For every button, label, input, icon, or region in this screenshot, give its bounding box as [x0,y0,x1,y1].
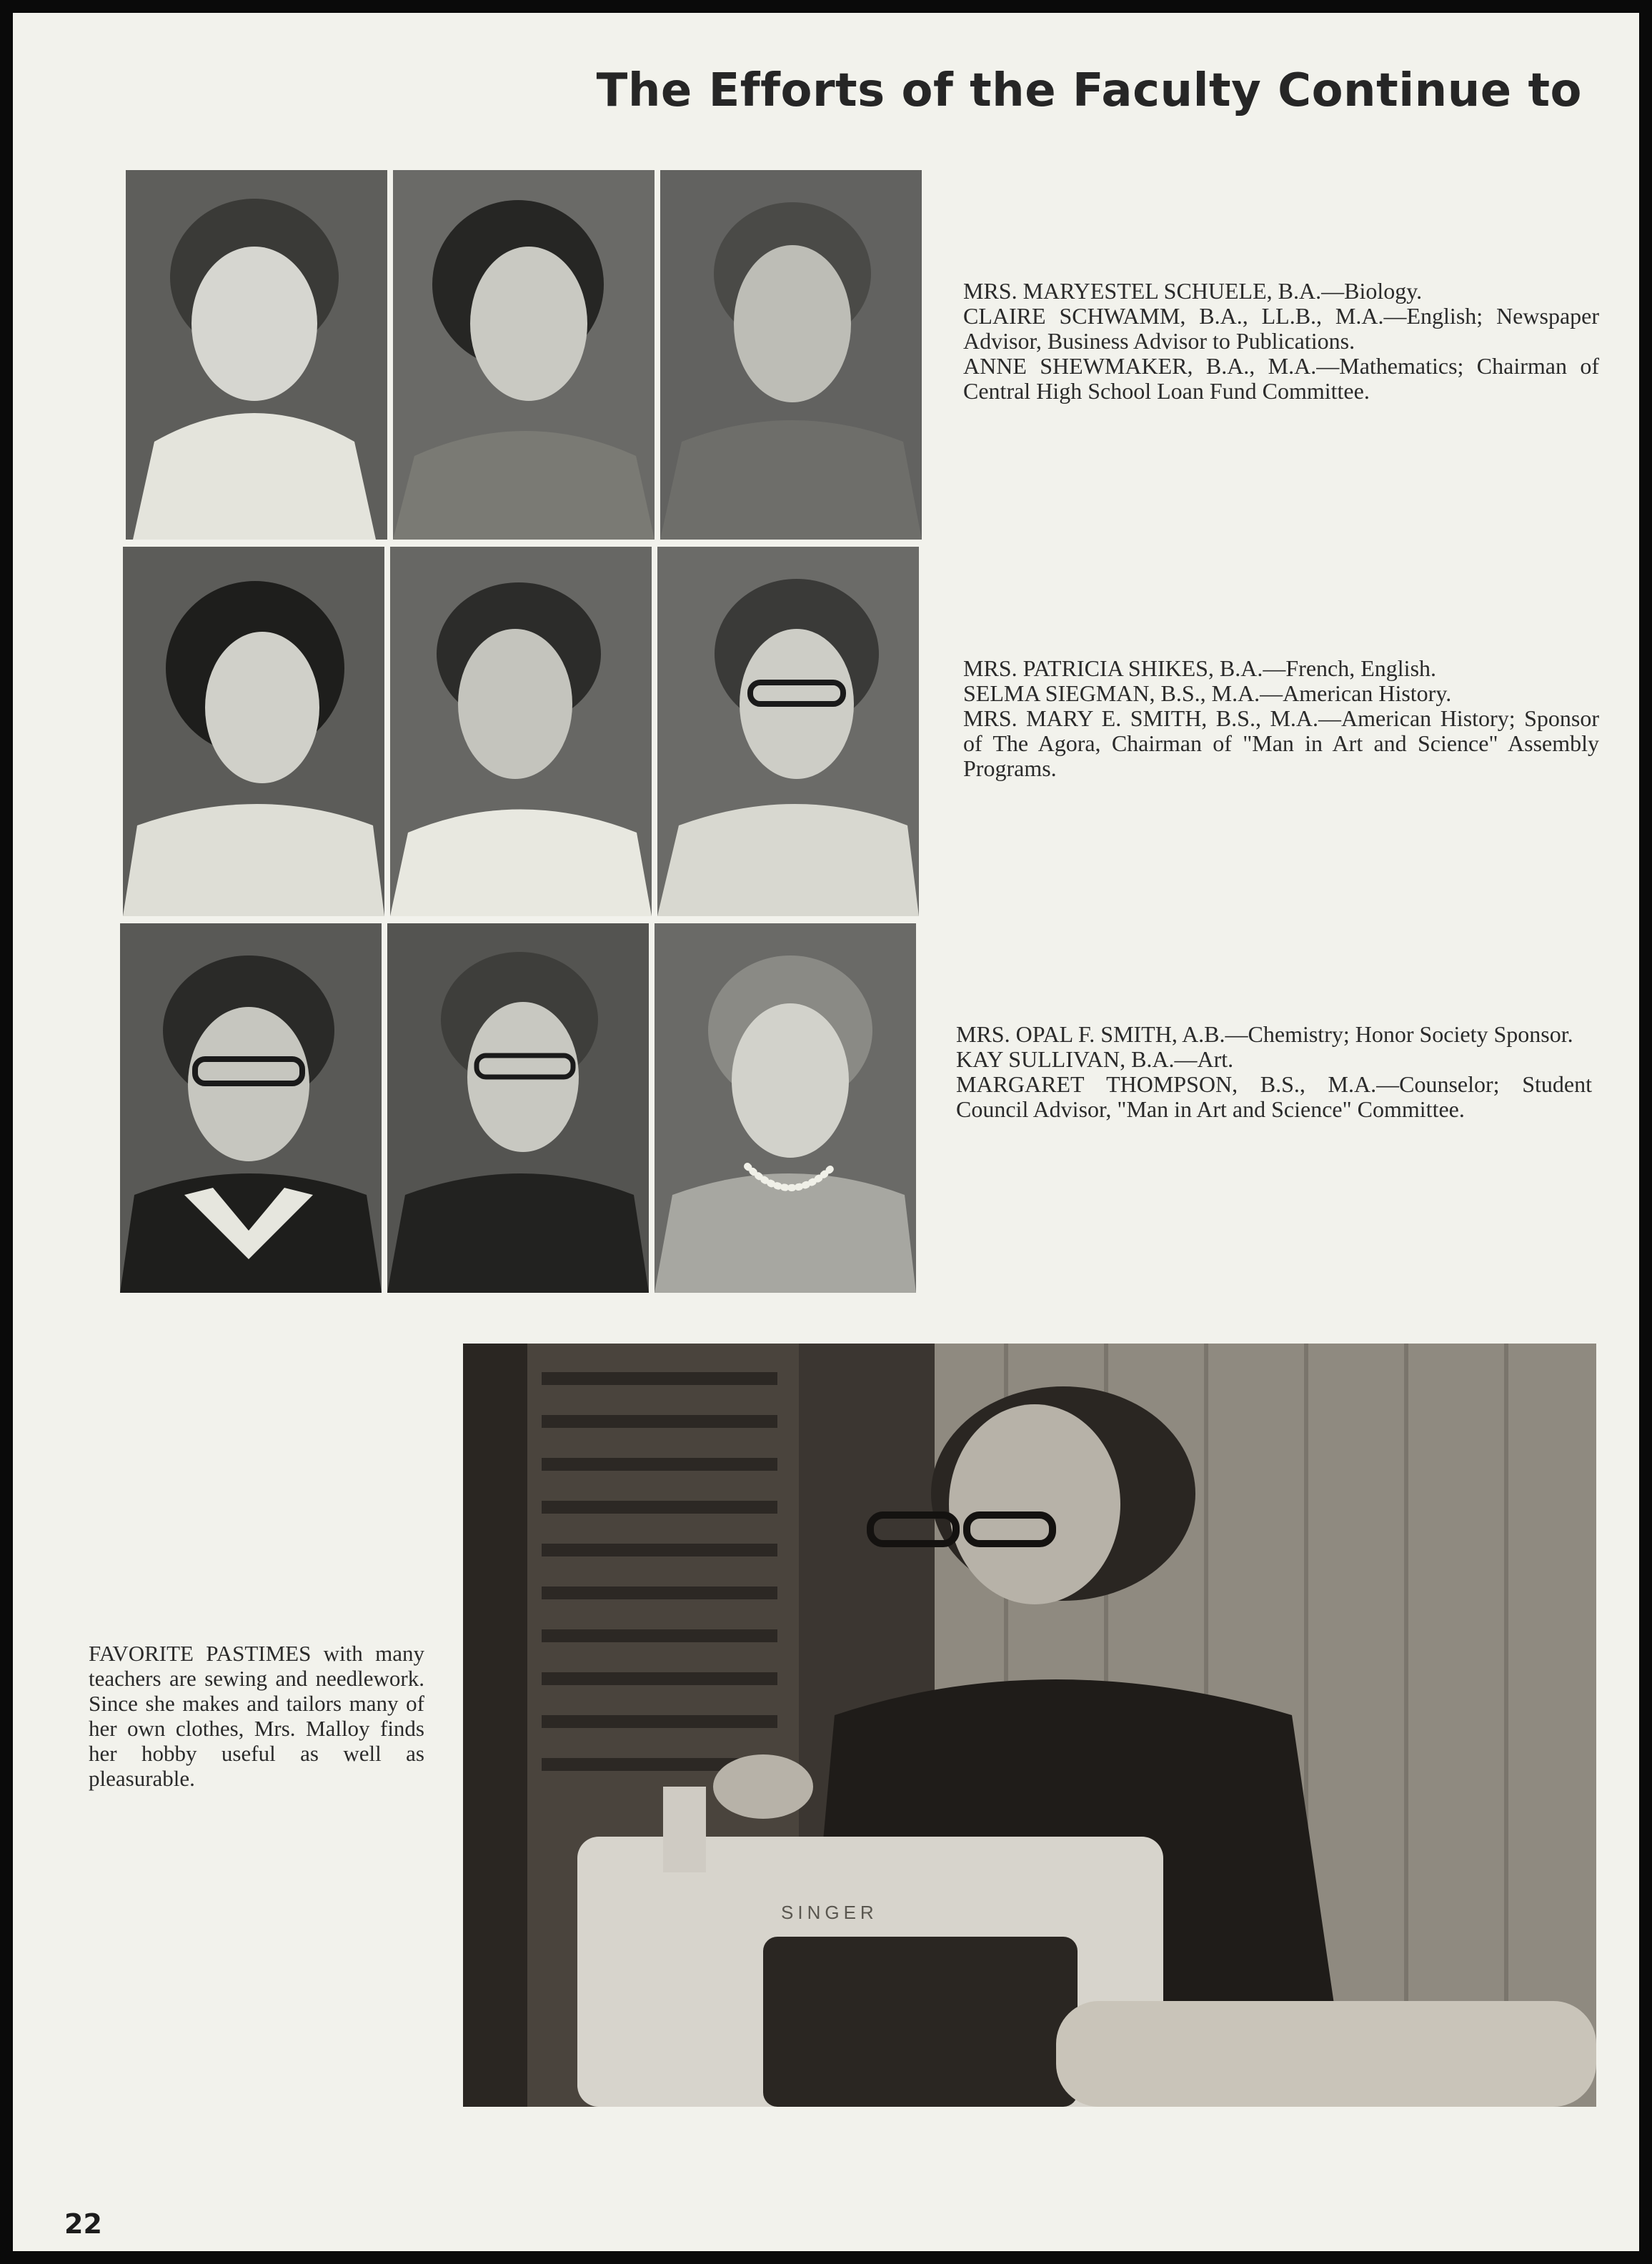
faculty-bio-entry: SELMA SIEGMAN, B.S., M.A.—American History. [963,680,1452,706]
portrait-photo-row2-col2 [390,547,652,916]
portrait-photo-row1-col3 [660,170,922,540]
page-heading: The Efforts of the Faculty Continue to [596,64,1582,117]
portrait-photo-row2-col1 [123,547,384,916]
faculty-bio-entry: MRS. MARY E. SMITH, B.S., M.A.—American History; Sponsor of The Agora, Chairman of "Man in Art and Science" Assembly Programs. [963,705,1599,781]
portrait-photo-row3-col1 [120,923,382,1293]
faculty-bio-group-3 [956,1022,1592,1122]
faculty-bio-entry: MRS. MARYESTEL SCHUELE, B.A.—Biology. [963,278,1423,304]
faculty-bio-group-2 [963,656,1599,781]
portrait-photo-row3-col3 [655,923,916,1293]
yearbook-page [13,13,1639,2251]
faculty-portrait-grid [104,156,912,1281]
faculty-bio-entry: MARGARET THOMPSON, B.S., M.A.—Counselor; Student Council Advisor, "Man in Art and Science" Committee. [956,1071,1592,1122]
sewing-machine-brand-label: SINGER [781,1902,878,1923]
portrait-photo-row3-col2 [387,923,649,1293]
portrait-photo-row1-col1 [126,170,387,540]
faculty-bio-entry: CLAIRE SCHWAMM, B.A., LL.B., M.A.—English; Newspaper Advisor, Business Advisor to Publications. [963,303,1599,354]
portrait-photo-row1-col2 [393,170,655,540]
faculty-bio-entry: MRS. PATRICIA SHIKES, B.A.—French, English. [963,655,1437,681]
sewing-feature-photo [463,1344,1596,2107]
page-number: 22 [64,2208,102,2240]
photo-caption: FAVORITE PASTIMES with many teachers are sewing and needlework. Since she makes and tailors many of her own clothes, Mrs. Malloy finds her hobby useful as well as pleasurable. [89,1641,424,1791]
faculty-bio-entry: ANNE SHEWMAKER, B.A., M.A.—Mathematics; Chairman of Central High School Loan Fund Committee. [963,353,1599,404]
faculty-bio-entry: MRS. OPAL F. SMITH, A.B.—Chemistry; Honor Society Sponsor. [956,1021,1573,1047]
faculty-bio-group-1 [963,279,1599,404]
faculty-bio-entry: KAY SULLIVAN, B.A.—Art. [956,1046,1234,1072]
portrait-photo-row2-col3 [657,547,919,916]
